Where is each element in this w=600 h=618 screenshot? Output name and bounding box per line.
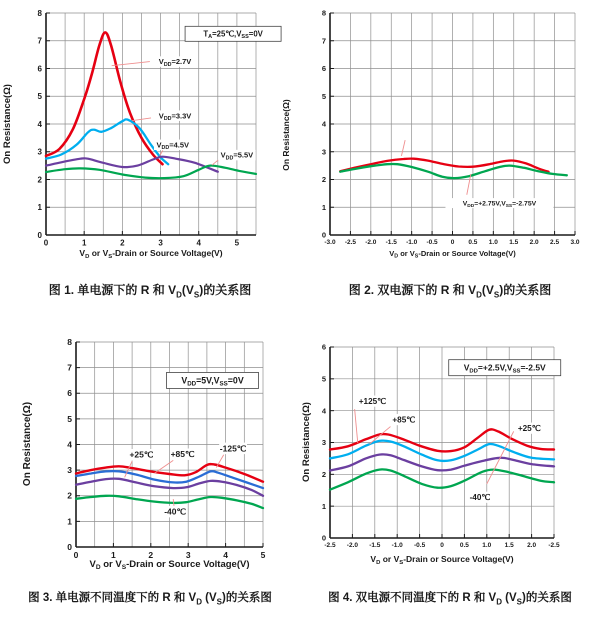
chart-text: 4 <box>196 238 201 248</box>
figure-2-caption: 图 2. 双电源下的 R 和 $V_D(V_S)$的关系图 <box>348 283 552 300</box>
chart-text: $V_{DD}=4.5V$ <box>156 140 190 152</box>
figure-4-chart <box>301 343 561 566</box>
chart-text: 6 <box>67 388 72 399</box>
chart-text: 6 <box>37 64 42 74</box>
chart-text: 8 <box>67 336 72 347</box>
chart-text: $V_{DD}=3.3V$ <box>158 111 192 122</box>
leader-line <box>487 431 514 484</box>
chart-text: 1 <box>321 202 326 212</box>
chart-text: $V_{DD}=5V,V_{SS}=0V$ <box>181 375 244 388</box>
chart-text: 1 <box>67 516 72 527</box>
chart-text: -1.5 <box>385 239 397 246</box>
chart-text: 5 <box>260 550 266 560</box>
chart-text: -1.0 <box>391 542 403 549</box>
figure-2-chart <box>281 9 580 260</box>
chart-text: 2 <box>67 490 72 501</box>
chart-text: 7 <box>37 36 42 46</box>
chart-text: 2 <box>148 550 154 560</box>
chart-text: 5 <box>321 91 326 101</box>
chart-text: -2.0 <box>365 239 377 246</box>
chart-text: -1.5 <box>369 542 381 549</box>
chart-text: 0.5 <box>468 239 478 246</box>
figure-4-caption: 图 4. 双电源不同温度下的 R 和 $V_D$ $(V_S)$的关系图 <box>328 592 572 607</box>
chart-text: 0 <box>321 533 326 543</box>
chart-text: 5 <box>67 413 72 424</box>
chart-text: -1.0 <box>406 239 418 246</box>
chart-text: 3 <box>321 438 326 448</box>
chart-text: 7 <box>67 362 72 373</box>
chart-text: 4 <box>321 119 326 129</box>
chart-text: 3 <box>67 465 72 476</box>
chart-text: $V_D$ or $V_S$-Drain or Source Voltage(V) <box>89 559 250 572</box>
chart-text: 3 <box>158 238 163 248</box>
chart-text: $V_D$ or $V_S$-Drain or Source Voltage(V) <box>389 249 516 260</box>
chart-text: 4 <box>223 550 228 560</box>
chart-text: +85℃ <box>392 415 416 425</box>
chart-text: 2.0 <box>527 542 537 549</box>
chart-text: 8 <box>321 8 326 18</box>
chart-text: 8 <box>37 8 42 18</box>
series-vdd-2-7v <box>46 32 163 164</box>
chart-text: 3 <box>321 147 326 157</box>
leader-line <box>173 499 174 506</box>
chart-text: 0 <box>73 550 79 560</box>
chart-text: 4 <box>37 119 42 129</box>
chart-text: 5 <box>234 238 240 248</box>
chart-text: 0 <box>321 230 326 240</box>
chart-text: 1.5 <box>509 239 519 246</box>
chart-text: -0.5 <box>426 239 438 246</box>
chart-text: 2 <box>120 238 125 248</box>
chart-text: 1 <box>81 238 87 248</box>
chart-text: +85℃ <box>170 449 195 460</box>
chart-text: 5 <box>37 92 42 102</box>
chart-text: 5 <box>321 374 326 384</box>
leader-line <box>355 409 358 443</box>
chart-text: On Resistance(Ω) <box>22 401 33 487</box>
chart-text: 6 <box>321 342 326 352</box>
chart-text: On Resistance(Ω) <box>281 99 291 171</box>
chart-text: 4 <box>321 406 326 416</box>
chart-text: $V_D$ or $V_S$-Drain or Source Voltage(V) <box>79 248 223 260</box>
chart-text: 0 <box>67 541 72 552</box>
leader-line <box>125 461 132 477</box>
chart-text: $V_D$ or $V_S$-Drain or Source Voltage(V) <box>370 554 514 566</box>
chart-text: +125℃ <box>358 396 387 406</box>
chart-text: -0.5 <box>413 542 426 549</box>
chart-text: -2.5 <box>548 542 560 549</box>
chart-text: $V_{DD}=2.7V$ <box>158 57 192 68</box>
chart-text: 0 <box>450 239 455 246</box>
chart-text: 1.0 <box>488 239 498 246</box>
chart-text: $V_{DD}=5.5V$ <box>220 150 254 162</box>
series-vdd-5-5v <box>46 166 256 179</box>
chart-text: 6 <box>321 64 326 74</box>
chart-text: 3.0 <box>570 239 580 246</box>
chart-text: 2.5 <box>550 239 560 246</box>
grid <box>46 13 256 235</box>
chart-text: 1 <box>37 203 42 213</box>
chart-text: -125℃ <box>219 443 247 454</box>
chart-text: -2.0 <box>346 542 359 549</box>
chart-text: 0 <box>440 542 444 549</box>
chart-text: On Resistance(Ω) <box>301 402 312 482</box>
leader-line <box>401 140 405 156</box>
chart-text: -3.0 <box>324 239 336 246</box>
chart-text: 0 <box>37 230 42 240</box>
chart-text: -2.5 <box>344 239 357 246</box>
leader-line <box>112 62 150 66</box>
chart-text: $V_{DD}=+2.5V,V_{SS}=-2.5V$ <box>463 362 546 375</box>
chart-text: +25℃ <box>129 449 154 460</box>
chart-text: On Resistance(Ω) <box>2 84 13 164</box>
chart-text: 7 <box>321 36 326 46</box>
figure-1-caption: 图 1. 单电源下的 R 和 $V_D(V_S)$的关系图 <box>48 283 252 300</box>
chart-text: 2.0 <box>529 239 539 246</box>
chart-text: 0.5 <box>459 542 469 549</box>
figure-1-chart <box>2 9 281 260</box>
leader-line <box>155 460 174 473</box>
figure-3-chart <box>22 337 266 571</box>
chart-text: $V_{DD}=+2.75V,V_{SS}=-2.75V$ <box>462 200 537 209</box>
chart-text: 3 <box>185 550 191 560</box>
chart-text: 4 <box>67 439 72 450</box>
chart-text: 2 <box>321 175 326 185</box>
chart-text: -2.5 <box>324 542 336 549</box>
chart-text: +25℃ <box>517 424 541 434</box>
chart-text: 1.5 <box>504 542 514 549</box>
chart-text: 1.0 <box>482 542 492 549</box>
chart-text: 2 <box>321 469 326 479</box>
chart-text: 1 <box>111 550 116 560</box>
chart-text: 2 <box>37 175 42 185</box>
chart-text: 0 <box>43 238 49 248</box>
chart-text: -40℃ <box>164 506 187 517</box>
figure-3-caption: 图 3. 单电源不同温度下的 R 和 $V_D$ $(V_S)$的关系图 <box>28 592 272 607</box>
chart-text: -40℃ <box>469 493 491 503</box>
chart-text: 3 <box>37 147 42 157</box>
chart-text: 1 <box>321 501 326 511</box>
chart-text: $T_A=25℃,V_{SS}=0V$ <box>203 29 263 41</box>
